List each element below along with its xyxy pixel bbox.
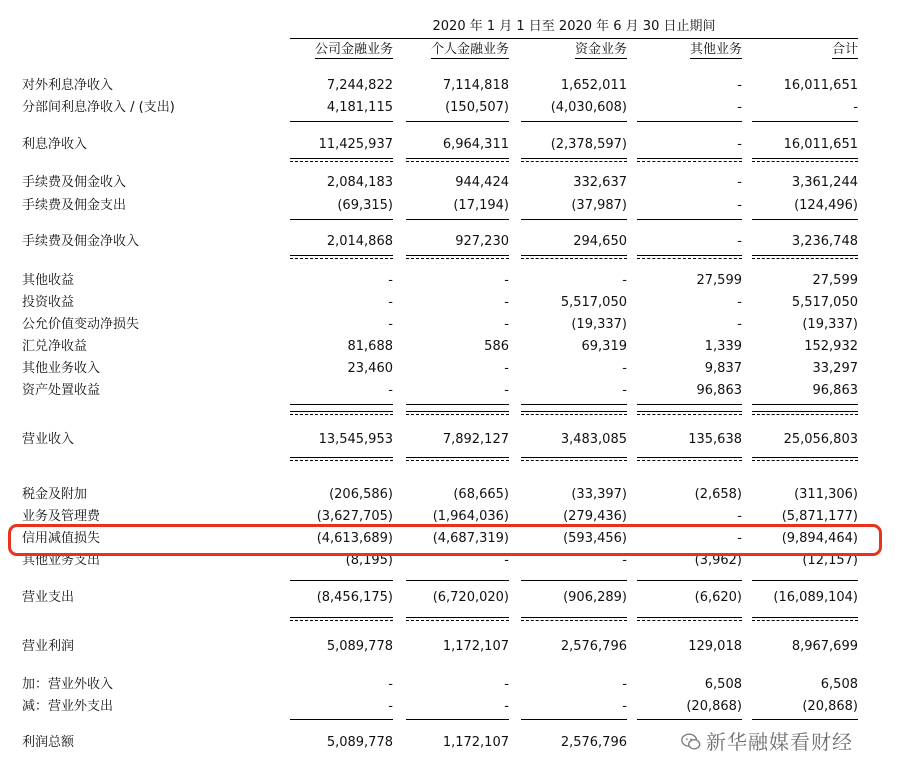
table-row [0,337,906,357]
row-label: 分部间利息净收入 / (支出) [22,100,175,115]
cell-value: 2,084,183 [326,175,393,190]
subtotal-rule [521,404,627,405]
cell-value: (593,456) [563,531,627,546]
cell-value: (2,658) [694,487,742,502]
row-label: 利润总额 [22,735,75,750]
cell-value: (5,871,177) [781,509,858,524]
row-label: 对外利息净收入 [22,78,114,93]
cell-value: 6,964,311 [442,137,509,152]
table-row [0,637,906,657]
subtotal-rule [752,580,858,581]
subtotal-rule [290,404,393,405]
cell-value: (12,157) [802,553,858,568]
cell-value: (6,620) [694,590,742,605]
cell-value: 4,181,115 [326,100,393,115]
cell-value: - [504,677,509,692]
cell-value: - [388,699,393,714]
watermark: 新华融媒看财经 [680,726,853,755]
row-label: 手续费及佣金收入 [22,175,127,190]
cell-value: 135,638 [688,432,742,447]
cell-value: 9,837 [704,361,742,376]
cell-value: - [388,383,393,398]
cell-value: - [622,553,627,568]
cell-value: 1,172,107 [442,639,509,654]
cell-value: 96,863 [696,383,742,398]
cell-value: 11,425,937 [318,137,393,152]
subtotal-rule [637,580,742,581]
cell-value: 5,517,050 [791,295,858,310]
wechat-icon [680,731,702,753]
cell-value: (8,195) [345,553,393,568]
double-rule [290,255,393,259]
double-rule [290,457,393,461]
row-label: 减：营业外支出 [22,699,114,714]
cell-value: (20,868) [802,699,858,714]
subtotal-rule [521,719,627,720]
table-row [0,315,906,335]
row-label: 税金及附加 [22,487,88,502]
row-label: 公允价值变动净损失 [22,317,140,332]
table-row [0,98,906,118]
cell-value: - [622,677,627,692]
row-label: 投资收益 [22,295,75,310]
row-label: 业务及管理费 [22,509,101,524]
highlight-box-credit-impairment [8,524,882,556]
cell-value: 13,545,953 [318,432,393,447]
subtotal-rule [637,404,742,405]
cell-value: 23,460 [347,361,393,376]
double-rule [406,158,509,162]
subtotal-rule [406,219,509,220]
double-rule [521,457,627,461]
row-label: 其他业务收入 [22,361,101,376]
cell-value: 294,650 [573,234,627,249]
cell-value: 27,599 [812,273,858,288]
subtotal-rule [752,719,858,720]
row-label: 其他收益 [22,273,75,288]
cell-value: 3,236,748 [791,234,858,249]
table-row [0,135,906,155]
row-label: 手续费及佣金净收入 [22,234,140,249]
double-rule [521,255,627,259]
cell-value: - [737,234,742,249]
cell-value: - [737,137,742,152]
cell-value: 25,056,803 [783,432,858,447]
row-label: 营业利润 [22,639,75,654]
cell-value: 16,011,651 [783,137,858,152]
cell-value: 27,599 [696,273,742,288]
table-row [0,675,906,695]
cell-value: 2,014,868 [326,234,393,249]
double-rule [290,411,393,415]
cell-value: - [504,273,509,288]
table-row [0,588,906,608]
cell-value: 927,230 [455,234,509,249]
cell-value: (4,030,608) [550,100,627,115]
row-label: 其他业务支出 [22,553,101,568]
subtotal-rule [521,121,627,122]
column-header-treasury: 资金业务 [574,42,627,57]
cell-value: 3,361,244 [791,175,858,190]
double-rule [637,457,742,461]
cell-value: - [737,100,742,115]
cell-value: 16,011,651 [783,78,858,93]
cell-value: 7,244,822 [326,78,393,93]
double-rule [406,457,509,461]
cell-value: 586 [484,339,509,354]
cell-value: (69,315) [337,198,393,213]
column-header-other: 其他业务 [689,42,742,57]
row-label: 营业支出 [22,590,75,605]
cell-value: - [504,699,509,714]
cell-value: (68,665) [453,487,509,502]
cell-value: 2,576,796 [560,639,627,654]
cell-value: 332,637 [573,175,627,190]
double-rule [406,617,509,621]
subtotal-rule [290,719,393,720]
subtotal-rule [406,121,509,122]
cell-value: (20,868) [686,699,742,714]
cell-value: (19,337) [571,317,627,332]
double-rule [521,411,627,415]
cell-value: (3,962) [694,553,742,568]
period-header: 2020 年 1 月 1 日至 2020 年 6 月 30 日止期间 [290,18,858,39]
cell-value: - [737,295,742,310]
cell-value: 6,508 [820,677,858,692]
cell-value: 81,688 [347,339,393,354]
double-rule [406,411,509,415]
table-row [0,697,906,717]
cell-value: - [622,699,627,714]
cell-value: (19,337) [802,317,858,332]
cell-value: (311,306) [794,487,858,502]
subtotal-rule [637,121,742,122]
table-row [0,76,906,96]
cell-value: - [622,383,627,398]
cell-value: 3,483,085 [560,432,627,447]
subtotal-rule [637,219,742,220]
cell-value: 6,508 [704,677,742,692]
row-label: 资产处置收益 [22,383,101,398]
cell-value: 1,652,011 [560,78,627,93]
subtotal-rule [637,719,742,720]
cell-value: - [504,361,509,376]
cell-value: - [622,361,627,376]
double-rule [637,255,742,259]
cell-value: - [388,273,393,288]
cell-value: - [504,295,509,310]
column-header-personal: 个人金融业务 [430,42,509,57]
double-rule [752,617,858,621]
cell-value: - [853,100,858,115]
cell-value: 1,172,107 [442,735,509,750]
cell-value: (4,613,689) [316,531,393,546]
row-label: 利息净收入 [22,137,88,152]
double-rule [752,411,858,415]
table-row [0,359,906,379]
subtotal-rule [752,121,858,122]
column-header-corporate: 公司金融业务 [314,42,393,57]
cell-value: 2,576,796 [560,735,627,750]
cell-value: (9,894,464) [781,531,858,546]
cell-value: - [737,78,742,93]
cell-value: - [737,531,742,546]
cell-value: - [737,509,742,524]
cell-value: (37,987) [571,198,627,213]
cell-value: - [737,317,742,332]
cell-value: - [388,317,393,332]
double-rule [290,617,393,621]
cell-value: - [504,383,509,398]
subtotal-rule [752,219,858,220]
double-rule [637,158,742,162]
cell-value: - [388,295,393,310]
double-rule [752,457,858,461]
cell-value: 8,967,699 [791,639,858,654]
double-rule [521,617,627,621]
row-label: 信用减值损失 [22,531,101,546]
cell-value: 5,089,778 [326,639,393,654]
cell-value: (2,378,597) [550,137,627,152]
row-label: 汇兑净收益 [22,339,88,354]
table-row [0,232,906,252]
subtotal-rule [521,219,627,220]
table-row [0,485,906,505]
table-row [0,196,906,216]
column-header-total: 合计 [831,42,858,57]
subtotal-rule [406,580,509,581]
cell-value: (279,436) [563,509,627,524]
cell-value: 7,892,127 [442,432,509,447]
cell-value: (16,089,104) [773,590,858,605]
cell-value: 152,932 [804,339,858,354]
cell-value: - [504,553,509,568]
subtotal-rule [290,121,393,122]
cell-value: - [504,317,509,332]
cell-value: (33,397) [571,487,627,502]
cell-value: (124,496) [794,198,858,213]
subtotal-rule [406,719,509,720]
cell-value: - [737,198,742,213]
double-rule [290,158,393,162]
cell-value: 69,319 [581,339,627,354]
double-rule [521,158,627,162]
cell-value: 1,339 [704,339,742,354]
cell-value: (1,964,036) [432,509,509,524]
cell-value: 129,018 [688,639,742,654]
cell-value: - [388,677,393,692]
cell-value: (3,627,705) [316,509,393,524]
double-rule [406,255,509,259]
subtotal-rule [406,404,509,405]
cell-value: - [622,273,627,288]
double-rule [637,617,742,621]
subtotal-rule [290,580,393,581]
cell-value: - [737,175,742,190]
cell-value: (206,586) [329,487,393,502]
subtotal-rule [290,219,393,220]
row-label: 营业收入 [22,432,75,447]
cell-value: 5,089,778 [326,735,393,750]
subtotal-rule [752,404,858,405]
cell-value: 96,863 [812,383,858,398]
double-rule [752,158,858,162]
subtotal-rule [521,580,627,581]
cell-value: (8,456,175) [316,590,393,605]
cell-value: (4,687,319) [432,531,509,546]
cell-value: 944,424 [455,175,509,190]
row-label: 加：营业外收入 [22,677,114,692]
row-label: 手续费及佣金支出 [22,198,127,213]
cell-value: (150,507) [445,100,509,115]
cell-value: (6,720,020) [432,590,509,605]
double-rule [637,411,742,415]
table-row [0,293,906,313]
table-row [0,271,906,291]
cell-value: 5,517,050 [560,295,627,310]
double-rule [752,255,858,259]
cell-value: 33,297 [812,361,858,376]
table-row [0,381,906,401]
cell-value: 7,114,818 [442,78,509,93]
table-row [0,430,906,450]
cell-value: (17,194) [453,198,509,213]
cell-value: (906,289) [563,590,627,605]
table-row [0,173,906,193]
